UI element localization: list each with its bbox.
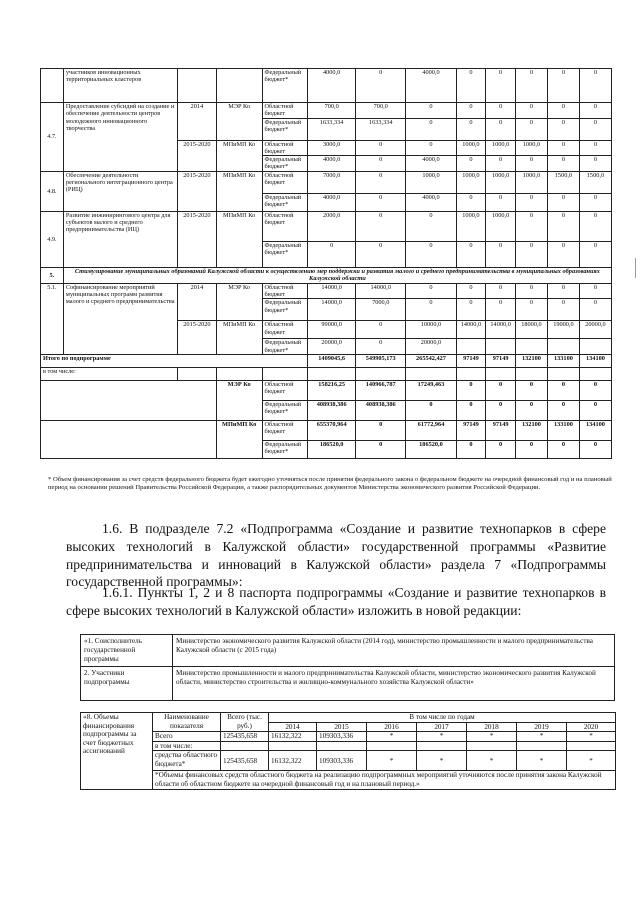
volumes-header-row [81,713,616,723]
row-2014: 0 [356,69,406,103]
row-exec: МПиМП Ко [216,321,262,355]
row-exec: МПиМП Ко [216,171,262,211]
volumes-obl-2019: * [517,751,567,771]
row-2014: 0 [356,193,406,211]
row-2018: 0 [515,193,547,211]
row-total: 700,0 [308,103,356,119]
volumes-col-years: В том числе по годам [269,713,616,723]
passport-row-2-value: Министерство промышленности и малого предпринимательства Калужской области, министерство экономического развития Калужской области, министерство строительства и жилищно-коммунального хозяйства Калужской области» [173,667,615,701]
row-source: Федеральный бюджет* [262,440,308,458]
row-2016: 1000,0 [456,211,486,241]
row-2019: 19000,0 [547,321,579,339]
row-2016: 0 [456,156,486,172]
row-2014: 0 [356,440,406,458]
row-2015: 4000,0 [406,193,456,211]
row-exec: МПиМП Ко [216,140,262,171]
row-2018: 0 [515,103,547,119]
row-2019: 0 [547,193,579,211]
row-num: 4.9. [41,211,64,267]
row-2020: 134100 [579,420,611,440]
row-2019: 0 [547,400,579,420]
row-2018: 0 [515,156,547,172]
row-2016: 1000,0 [456,140,486,156]
table-row [41,103,612,119]
row-2020: 0 [579,193,611,211]
volumes-obl-2020: * [567,751,616,771]
row-2018: 0 [515,69,547,103]
row-2016: 0 [456,69,486,103]
row-2020: 0 [579,283,611,299]
row-2019: 0 [547,380,579,400]
row-2014: 700,0 [356,103,406,119]
row-2019 [547,339,579,355]
row-exec: МПиМП Ко [216,420,262,458]
table-row [41,380,612,400]
row-num: 5.1. [41,283,64,354]
passport-row-2 [81,667,615,701]
row-2020: 0 [579,156,611,172]
row-total: 408938,386 [308,400,356,420]
row-total: 186520,0 [308,440,356,458]
row-2017: 0 [486,103,516,119]
row-year: 2015-2020 [178,211,217,267]
row-2016: 0 [456,241,486,267]
row-exec: МЭР Ко [216,103,262,141]
row-2018: 18000,0 [515,321,547,339]
passport-table [80,634,615,701]
row-source: Федеральный бюджет* [262,400,308,420]
row-2015: 4000,0 [406,69,456,103]
row-2017: 0 [486,69,516,103]
total-2015: 265542,427 [406,354,456,367]
passport-row-2-label: 2. Участники подпрограммы [81,667,173,701]
row-2015: 10000,0 [406,321,456,339]
row-2018: 0 [515,299,547,321]
row-exec: МЭР Ко [216,380,262,420]
row-source: Федеральный бюджет* [262,156,308,172]
row-total: 14000,0 [308,283,356,299]
row-2014: 0 [356,156,406,172]
row-2016 [456,339,486,355]
row-2014: 0 [356,339,406,355]
funding-table [40,68,612,459]
row-2016: 0 [456,440,486,458]
volumes-note-row [81,771,616,789]
row-source: Федеральный бюджет* [262,339,308,355]
row-num: 4.7. [41,103,64,172]
volumes-total-2018: * [467,732,517,742]
row-2016: 0 [456,380,486,400]
row-2017: 0 [486,440,516,458]
row-2014: 14000,0 [356,283,406,299]
volumes-obl-2016: * [367,751,417,771]
table-row [41,420,612,440]
row-exec: МПиМП Ко [216,211,262,267]
row-2017: 14000,0 [486,321,516,339]
row-2020: 0 [579,299,611,321]
volumes-total-2014: 16132,322 [269,732,317,742]
funding-footnote: * Объем финансирования за счет средств федерального бюджета будет ежегодно уточняться после принятия федерального закона о федеральном бюджете на очередной финансовый год и на плановый период на основании решений Правительства Российской Федерации, а также распорядительных документов Министерства экономического развития Российской Федерации. [48,476,612,492]
row-name: Софинансирование мероприятий муниципальных программ развития малого и среднего предпринимательства [63,283,177,354]
volumes-total-2016: * [367,732,417,742]
row-2018: 132100 [515,420,547,440]
year-2019: 2019 [517,722,567,732]
volumes-obl-sum: 125435,658 [221,751,269,771]
row-total: 4000,0 [308,69,356,103]
passport-row-1-value: Министерство экономического развития Калужской области (2014 год), министерство промышленности и малого предпринимательства Калужской области (с 2015 года) [173,635,615,667]
row-year: 2015-2020 [178,140,217,171]
row-total: 4000,0 [308,156,356,172]
row-2016: 0 [456,299,486,321]
row-2017: 1000,0 [486,171,516,193]
row-2020: 0 [579,440,611,458]
row-exec: МЭР Ко [216,283,262,321]
volumes-col-name: Наименование показателя [153,713,221,732]
row-total: 7000,0 [308,171,356,193]
row-2019: 0 [547,299,579,321]
volumes-note: *Объемы финансовых средств областного бюджета на реализацию подпрограммных мероприятий уточняются после принятия закона Калужской области об областном бюджете на очередной финансовый год и на плановый период.» [153,771,616,789]
row-2015: 1000,0 [406,171,456,193]
row-2018: 0 [515,241,547,267]
year-2017: 2017 [417,722,467,732]
volumes-total-2017: * [417,732,467,742]
row-num [41,69,64,103]
row-source: Федеральный бюджет* [262,241,308,267]
funding-table-body [41,69,612,459]
paragraph-1-6-1: 1.6.1. Пункты 1, 2 и 8 паспорта подпрограммы «Создание и развитие технопарков в сфере высоких технологий в Калужской области» изложить в новой редакции: [66,585,606,618]
incl-label: в том числе: [41,367,178,380]
row-2020: 0 [579,211,611,241]
table-row [41,171,612,193]
row-2020: 0 [579,400,611,420]
row-2017: 0 [486,283,516,299]
volumes-obl-2015: 109303,336 [317,751,367,771]
row-exec [216,69,262,103]
row-year: 2015-2020 [178,321,217,355]
row-2017: 97149 [486,420,516,440]
row-2019: 133100 [547,420,579,440]
row-year: 2014 [178,103,217,141]
row-2014: 0 [356,171,406,193]
total-label: Итого по подпрограмме [41,354,308,367]
row-2015: 0 [406,400,456,420]
volumes-label: «8. Объемы финансирования подпрограммы за счет бюджетных ассигнований [81,713,153,790]
row-total: 20000,0 [308,339,356,355]
row-2016: 0 [456,400,486,420]
volumes-table [80,712,616,790]
row-name: Развитие инжинирингового центра для субъектов малого и среднего предпринимательства (ИЦ) [63,211,177,267]
row-2018: 0 [515,440,547,458]
volumes-obl-row [81,751,616,771]
row-2019: 0 [547,241,579,267]
row-year: 2015-2020 [178,171,217,211]
row-2018 [515,339,547,355]
row-2017: 0 [486,193,516,211]
volumes-obl-2018: * [467,751,517,771]
row-total: 4000,0 [308,193,356,211]
row-2014: 0 [356,420,406,440]
row-name: Обеспечение деятельности регионального интеграционного центра (РИЦ) [63,171,177,211]
table-row [41,211,612,241]
total-2014: 549905,173 [356,354,406,367]
row-2015: 186520,0 [406,440,456,458]
row-source: Областной бюджет [262,103,308,119]
total-2016: 97149 [456,354,486,367]
row-2014: 0 [356,321,406,339]
row-source: Областной бюджет [262,140,308,156]
volumes-total-label: Всего [153,732,221,742]
volumes-obl-2017: * [417,751,467,771]
year-2016: 2016 [367,722,417,732]
volumes-total-2019: * [517,732,567,742]
row-source: Федеральный бюджет* [262,193,308,211]
volumes-incl-label: в том числе: [153,741,221,751]
row-source: Областной бюджет [262,420,308,440]
section-title: Стимулирование муниципальных образований Калужской области к осуществлению мер поддержки и развития малого и среднего предпринимательства в муниципальных образованиях Калужской области [63,267,611,283]
row-2015: 0 [406,283,456,299]
row-2017: 1000,0 [486,211,516,241]
volumes-total-row [81,732,616,742]
passport-row-1-label: «1. Соисполнитель государственной программы [81,635,173,667]
row-2014: 0 [356,241,406,267]
total-2018: 132100 [515,354,547,367]
paragraph-1-6: 1.6. В подразделе 7.2 «Подпрограмма «Создание и развитие технопарков в сфере высоких технологий в Калужской области» государственной программы «Развитие предпринимательства и инноваций в Калужской области» раздела 7 «Подпрограммы государственной программы»: [66,521,606,590]
passport-row-1 [81,635,615,667]
row-2017: 0 [486,241,516,267]
row-2019: 0 [547,283,579,299]
row-total: 99000,0 [308,321,356,339]
row-2018: 0 [515,283,547,299]
row-2016: 14000,0 [456,321,486,339]
row-2020: 0 [579,140,611,156]
row-2015: 17249,463 [406,380,456,400]
row-2019: 0 [547,140,579,156]
row-2018: 1000,0 [515,140,547,156]
table-row [41,69,612,103]
row-total: 655370,964 [308,420,356,440]
row-2016: 0 [456,283,486,299]
row-2014: 1633,334 [356,118,406,140]
year-2020: 2020 [567,722,616,732]
row-2019: 1500,0 [547,171,579,193]
page-edge-mark [635,258,640,278]
row-2019: 0 [547,118,579,140]
table-row [41,283,612,299]
row-2015: 0 [406,241,456,267]
row-2020: 0 [579,380,611,400]
row-2016: 97149 [456,420,486,440]
row-2015: 20000,0 [406,339,456,355]
row-2018: 0 [515,400,547,420]
volumes-total-2020: * [567,732,616,742]
row-2017: 0 [486,400,516,420]
row-2016: 0 [456,103,486,119]
row-name: участников инновационных территориальных кластеров [63,69,177,103]
incl-label-row [41,367,612,380]
section-num: 5. [41,267,64,283]
row-2014: 0 [356,140,406,156]
row-total: 158216,25 [308,380,356,400]
row-2017: 0 [486,156,516,172]
row-2016: 1000,0 [456,171,486,193]
row-source: Областной бюджет [262,211,308,241]
row-2020: 0 [579,241,611,267]
row-2019: 0 [547,156,579,172]
total-2019: 133100 [547,354,579,367]
total-2020: 134100 [579,354,611,367]
row-2015: 0 [406,140,456,156]
row-2017: 0 [486,299,516,321]
total-sum: 1409045,6 [308,354,356,367]
row-2020 [579,339,611,355]
row-2018: 0 [515,211,547,241]
row-total: 2000,0 [308,211,356,241]
row-2014: 0 [356,211,406,241]
row-2015: 0 [406,118,456,140]
row-2020: 20000,0 [579,321,611,339]
row-source: Областной бюджет [262,283,308,299]
row-total: 0 [308,241,356,267]
row-2018: 0 [515,380,547,400]
row-2015: 0 [406,211,456,241]
row-2018: 0 [515,118,547,140]
row-2020: 0 [579,69,611,103]
volumes-col-total: Всего (тыс. руб.) [221,713,269,732]
row-2019: 0 [547,103,579,119]
row-2019: 0 [547,440,579,458]
row-source: Федеральный бюджет* [262,299,308,321]
row-2014: 7000,0 [356,299,406,321]
row-2017 [486,339,516,355]
volumes-incl-row [81,741,616,751]
row-2015: 61772,964 [406,420,456,440]
volumes-obl-2014: 16132,322 [269,751,317,771]
year-2018: 2018 [467,722,517,732]
row-name: Предоставление субсидий на создание и обеспечение деятельности центров молодежного инновационного творчества [63,103,177,172]
row-2020: 0 [579,118,611,140]
row-total: 1633,334 [308,118,356,140]
row-source: Областной бюджет [262,380,308,400]
row-source: Областной бюджет [262,171,308,193]
row-2014: 140966,787 [356,380,406,400]
row-2020: 0 [579,103,611,119]
section-row [41,267,612,283]
row-2017: 0 [486,380,516,400]
row-2018: 1000,0 [515,171,547,193]
row-2019: 0 [547,211,579,241]
row-source: Областной бюджет [262,321,308,339]
row-2017: 1000,0 [486,140,516,156]
row-year: 2014 [178,283,217,321]
volumes-obl-label: средства областного бюджета* [153,751,221,771]
volumes-total-2015: 109303,336 [317,732,367,742]
row-2020: 1500,0 [579,171,611,193]
row-source: Федеральный бюджет* [262,118,308,140]
year-2014: 2014 [269,722,317,732]
row-2015: 4000,0 [406,156,456,172]
total-2017: 97149 [486,354,516,367]
volumes-total-sum: 125435,658 [221,732,269,742]
row-2014: 408938,386 [356,400,406,420]
row-num: 4.8. [41,171,64,211]
row-year [178,69,217,103]
row-total: 3000,0 [308,140,356,156]
year-2015: 2015 [317,722,367,732]
row-2015: 0 [406,299,456,321]
row-2019: 0 [547,69,579,103]
row-2015: 0 [406,103,456,119]
row-2016: 0 [456,193,486,211]
total-row [41,354,612,367]
row-2016: 0 [456,118,486,140]
row-2017: 0 [486,118,516,140]
row-source: Федеральный бюджет* [262,69,308,103]
row-total: 14000,0 [308,299,356,321]
